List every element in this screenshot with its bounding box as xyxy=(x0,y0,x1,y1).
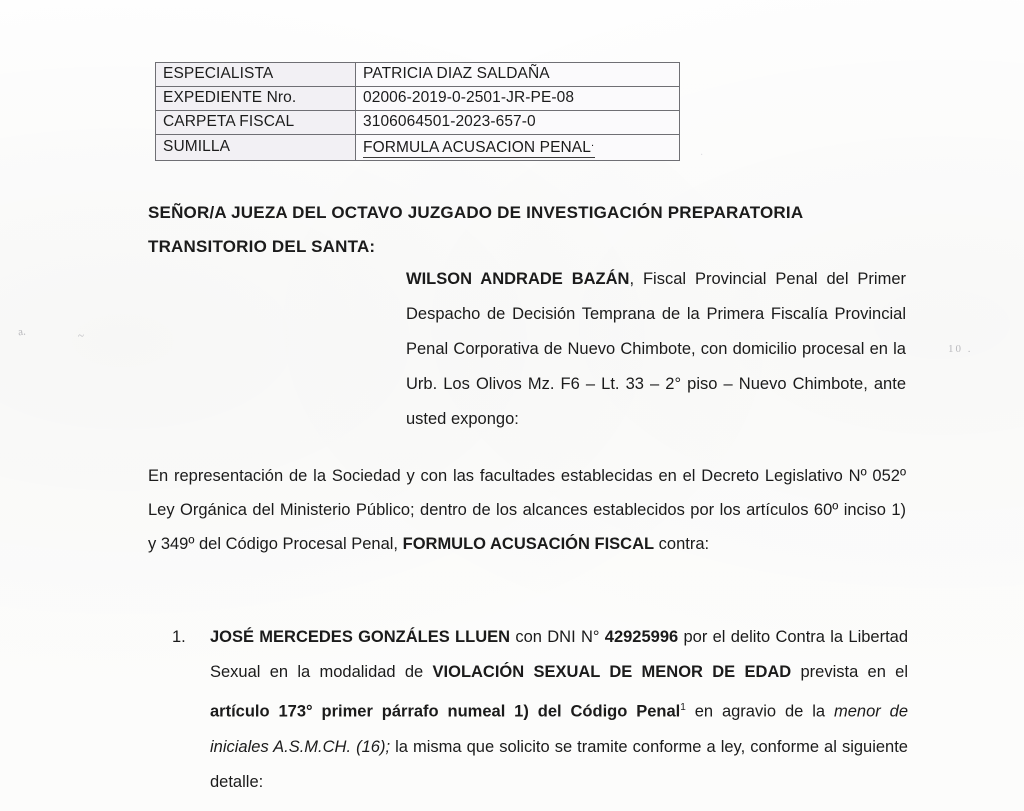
sumilla-tick-mark: . xyxy=(590,137,595,149)
formulo-acusacion-fiscal: FORMULO ACUSACIÓN FISCAL xyxy=(402,535,655,553)
dni-label: con DNI N° xyxy=(515,628,600,646)
table-row xyxy=(156,111,680,135)
victim-initials: menor de iniciales A.S.M.CH. (16); xyxy=(210,702,908,756)
field-value-sumilla xyxy=(356,135,680,161)
dni-number: 42925996 xyxy=(604,628,679,646)
sumilla-text: FORMULA ACUSACION PENAL xyxy=(363,139,591,157)
charge-text-2: prevista en el xyxy=(791,663,908,681)
footnote-marker: 1 xyxy=(680,702,686,713)
scan-artifact-left: a. xyxy=(17,325,27,339)
charge-text-4: la misma que solicito se tramite conforme a ley, conforme al siguiente detalle: xyxy=(210,737,908,791)
table-row xyxy=(156,87,680,111)
crime-name: VIOLACIÓN SEXUAL DE MENOR DE EDAD xyxy=(432,663,792,681)
scan-artifact-right: 10 . xyxy=(948,343,973,355)
scan-artifact-left-2: ~ xyxy=(78,330,84,342)
field-label-especialista: ESPECIALISTA xyxy=(156,63,356,87)
representation-text: En representación de la Sociedad y con las facultades establecidas en el Decreto Legislativo Nº 052º Ley Orgánica del Ministerio Público; dentro de los alcances establecidos por los artículos 60º inciso 1) y 349º del Código Procesal Penal, xyxy=(148,467,906,553)
field-label-sumilla: SUMILLA xyxy=(156,135,356,161)
legal-article: artículo 173° primer párrafo numeal 1) del Código Penal xyxy=(210,702,681,721)
list-item-body xyxy=(210,620,908,800)
field-label-carpeta-fiscal: CARPETA FISCAL xyxy=(156,111,356,135)
field-value-expediente: 02006-2019-0-2501-JR-PE-08 xyxy=(356,87,680,111)
list-item xyxy=(172,620,908,800)
scan-artifact-top: · xyxy=(700,150,704,161)
representation-closing-line xyxy=(403,535,710,553)
addressee-line-1: SEÑOR/A JUEZA DEL OCTAVO JUZGADO DE INVESTIGACIÓN PREPARATORIA xyxy=(148,203,804,222)
fiscal-name: WILSON ANDRADE BAZÁN xyxy=(406,270,630,288)
field-value-especialista: PATRICIA DIAZ SALDAÑA xyxy=(356,63,680,87)
intro-paragraph xyxy=(406,262,906,437)
representation-text-end: contra: xyxy=(654,535,710,553)
charge-text-1: por el delito Contra la Libertad Sexual en la modalidad de xyxy=(210,628,909,681)
intro-text: , Fiscal Provincial Penal del Primer Despacho de Decisión Temprana de la Primera Fiscalía Provincial Penal Corporativa de Nuevo Chimbote, con domicilio procesal en la Urb. Los Olivos Mz. F6 – Lt. 33 – 2° piso – Nuevo Chimbote, ante usted expongo: xyxy=(406,270,907,428)
field-label-expediente: EXPEDIENTE Nro. xyxy=(156,87,356,111)
list-item-number: 1. xyxy=(172,628,186,646)
table-row xyxy=(156,135,680,161)
table-row xyxy=(156,63,680,87)
addressee-line-2: TRANSITORIO DEL SANTA: xyxy=(148,237,376,256)
charge-text-3: en agravio de la xyxy=(685,702,834,721)
accused-name: JOSÉ MERCEDES GONZÁLES LLUEN xyxy=(210,628,511,646)
addressee-heading xyxy=(148,196,908,264)
field-value-carpeta-fiscal: 3106064501-2023-657-0 xyxy=(356,111,680,135)
case-header-table xyxy=(155,62,680,161)
representation-paragraph xyxy=(148,459,906,561)
